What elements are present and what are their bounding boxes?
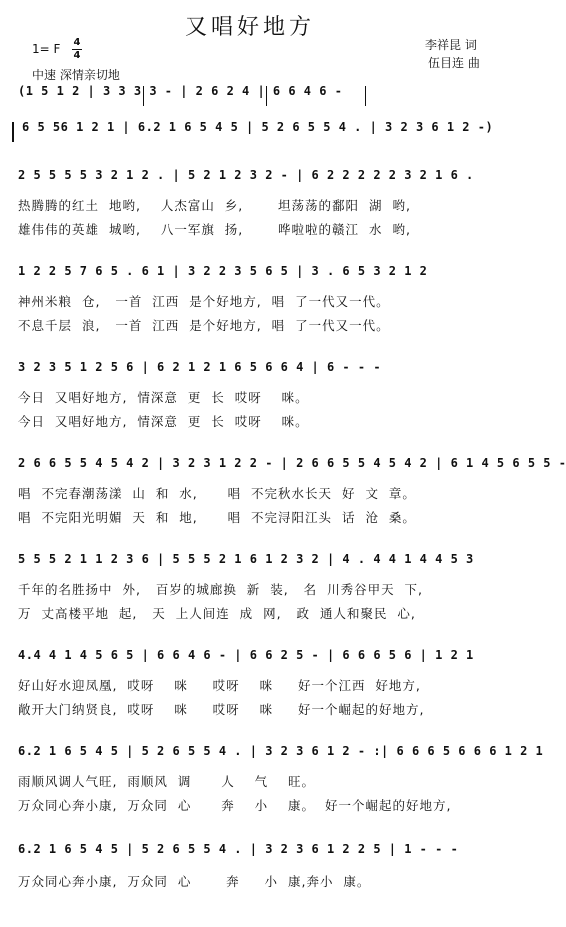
lyrics-verse-2: 今日 又唱好地方, 情深意 更 长 哎呀 咪。: [18, 414, 309, 429]
score-system: [18, 360, 488, 436]
song-title: 又唱好地方: [184, 15, 315, 40]
lyrics-verse-1: 今日 又唱好地方, 情深意 更 长 哎呀 咪。: [18, 390, 309, 405]
score-system: [18, 456, 566, 532]
lyrics-verse-2: 唱 不完阳光明媚 天 和 地, 唱 不完浔阳江头 话 沧 桑。: [18, 510, 416, 525]
lyrics-verse-2: 不息千层 浪, 一首 江西 是个好地方, 唱 了一代又一代。: [18, 318, 390, 333]
lyrics-verse-2: 万 丈高楼平地 起, 天 上人间连 成 网, 政 通人和聚民 心,: [18, 606, 416, 621]
notation-line: 6.2 1 6 5 4 5 | 5 2 6 5 5 4 . | 3 2 3 6 1 2 2 5 | 1 - - -: [18, 842, 459, 856]
lyrics-verse-2: 雄伟伟的英雄 城哟, 八一军旗 扬, 哗啦啦的赣江 水 哟,: [18, 222, 411, 237]
score-system: [18, 168, 488, 244]
score-system: [18, 744, 544, 820]
lyrics-verse-1: 神州米粮 仓, 一首 江西 是个好地方, 唱 了一代又一代。: [18, 294, 390, 309]
lyrics-verse-1: 千年的名胜扬中 外, 百岁的城廊换 新 装, 名 川秀谷甲天 下,: [18, 582, 423, 597]
notation-line: 4.4 4 1 4 5 6 5 | 6 6 4 6 - | 6 6 2 5 - | 6 6 6 5 6 | 1 2 1: [18, 648, 474, 662]
barline: [266, 86, 267, 106]
notation-line: 5 5 5 2 1 1 2 3 6 | 5 5 5 2 1 6 1 2 3 2 | 4 . 4 4 1 4 4 5 3: [18, 552, 474, 566]
lyrics-verse-1: 雨顺风调人气旺, 雨顺风 调 人 气 旺。: [18, 774, 315, 789]
barline: [143, 86, 144, 106]
composer-credit: 伍目连 曲: [428, 56, 480, 70]
notation-line: 6 5 56 1 2 1 | 6.2 1 6 5 4 5 | 5 2 6 5 5 4 . | 3 2 3 6 1 2 -): [22, 120, 494, 134]
score-system: [18, 552, 488, 628]
notation-line: 6.2 1 6 5 4 5 | 5 2 6 5 5 4 . | 3 2 3 6 1 2 - :| 6 6 6 5 6 6 6 1 2 1: [18, 744, 544, 758]
lyrics-verse-1: 唱 不完春潮荡漾 山 和 水, 唱 不完秋水长天 好 文 章。: [18, 486, 416, 501]
lyrics-verse-1: 好山好水迎凤凰, 哎呀 咪 哎呀 咪 好一个江西 好地方,: [18, 678, 421, 693]
notation-line: 3 2 3 5 1 2 5 6 | 6 2 1 2 1 6 5 6 6 4 | 6 - - -: [18, 360, 382, 374]
notation-line: (1 5 1 2 | 3 3 3 3 - | 2 6 2 4 | 6 6 4 6 -: [18, 84, 343, 98]
tempo-marking: 中速 深情亲切地: [32, 68, 120, 82]
notation-line: 2 6 6 5 5 4 5 4 2 | 3 2 3 1 2 2 - | 2 6 6 5 5 4 5 4 2 | 6 1 4 5 6 5 5 -: [18, 456, 566, 470]
lyrics-verse-2: 敞开大门纳贤良, 哎呀 咪 哎呀 咪 好一个崛起的好地方,: [18, 702, 425, 717]
lyricist-credit: 李祥昆 词: [425, 38, 477, 52]
lyrics-verse-1: 万众同心奔小康, 万众同 心 奔 小 康,奔小 康。: [18, 874, 371, 889]
notation-line: 2 5 5 5 5 3 2 1 2 . | 5 2 1 2 3 2 - | 6 2 2 2 2 2 3 2 1 6 .: [18, 168, 474, 182]
score-system: [18, 842, 488, 898]
barline: [365, 86, 366, 106]
time-signature-bottom: 4: [73, 50, 81, 61]
notation-line: 1 2 2 5 7 6 5 . 6 1 | 3 2 2 3 5 6 5 | 3 . 6 5 3 2 1 2: [18, 264, 428, 278]
score-system: [18, 648, 488, 724]
repeat-start-barline: [12, 122, 14, 142]
time-signature: [72, 38, 82, 61]
score-system: [18, 120, 494, 146]
time-signature-top: 4: [73, 37, 81, 48]
score-system: [18, 264, 488, 340]
key-signature: 1= F: [32, 42, 61, 56]
lyrics-verse-1: 热腾腾的红土 地哟, 人杰富山 乡, 坦荡荡的鄱阳 湖 哟,: [18, 198, 411, 213]
lyrics-verse-2: 万众同心奔小康, 万众同 心 奔 小 康。 好一个崛起的好地方,: [18, 798, 452, 813]
score-system: [18, 84, 488, 110]
